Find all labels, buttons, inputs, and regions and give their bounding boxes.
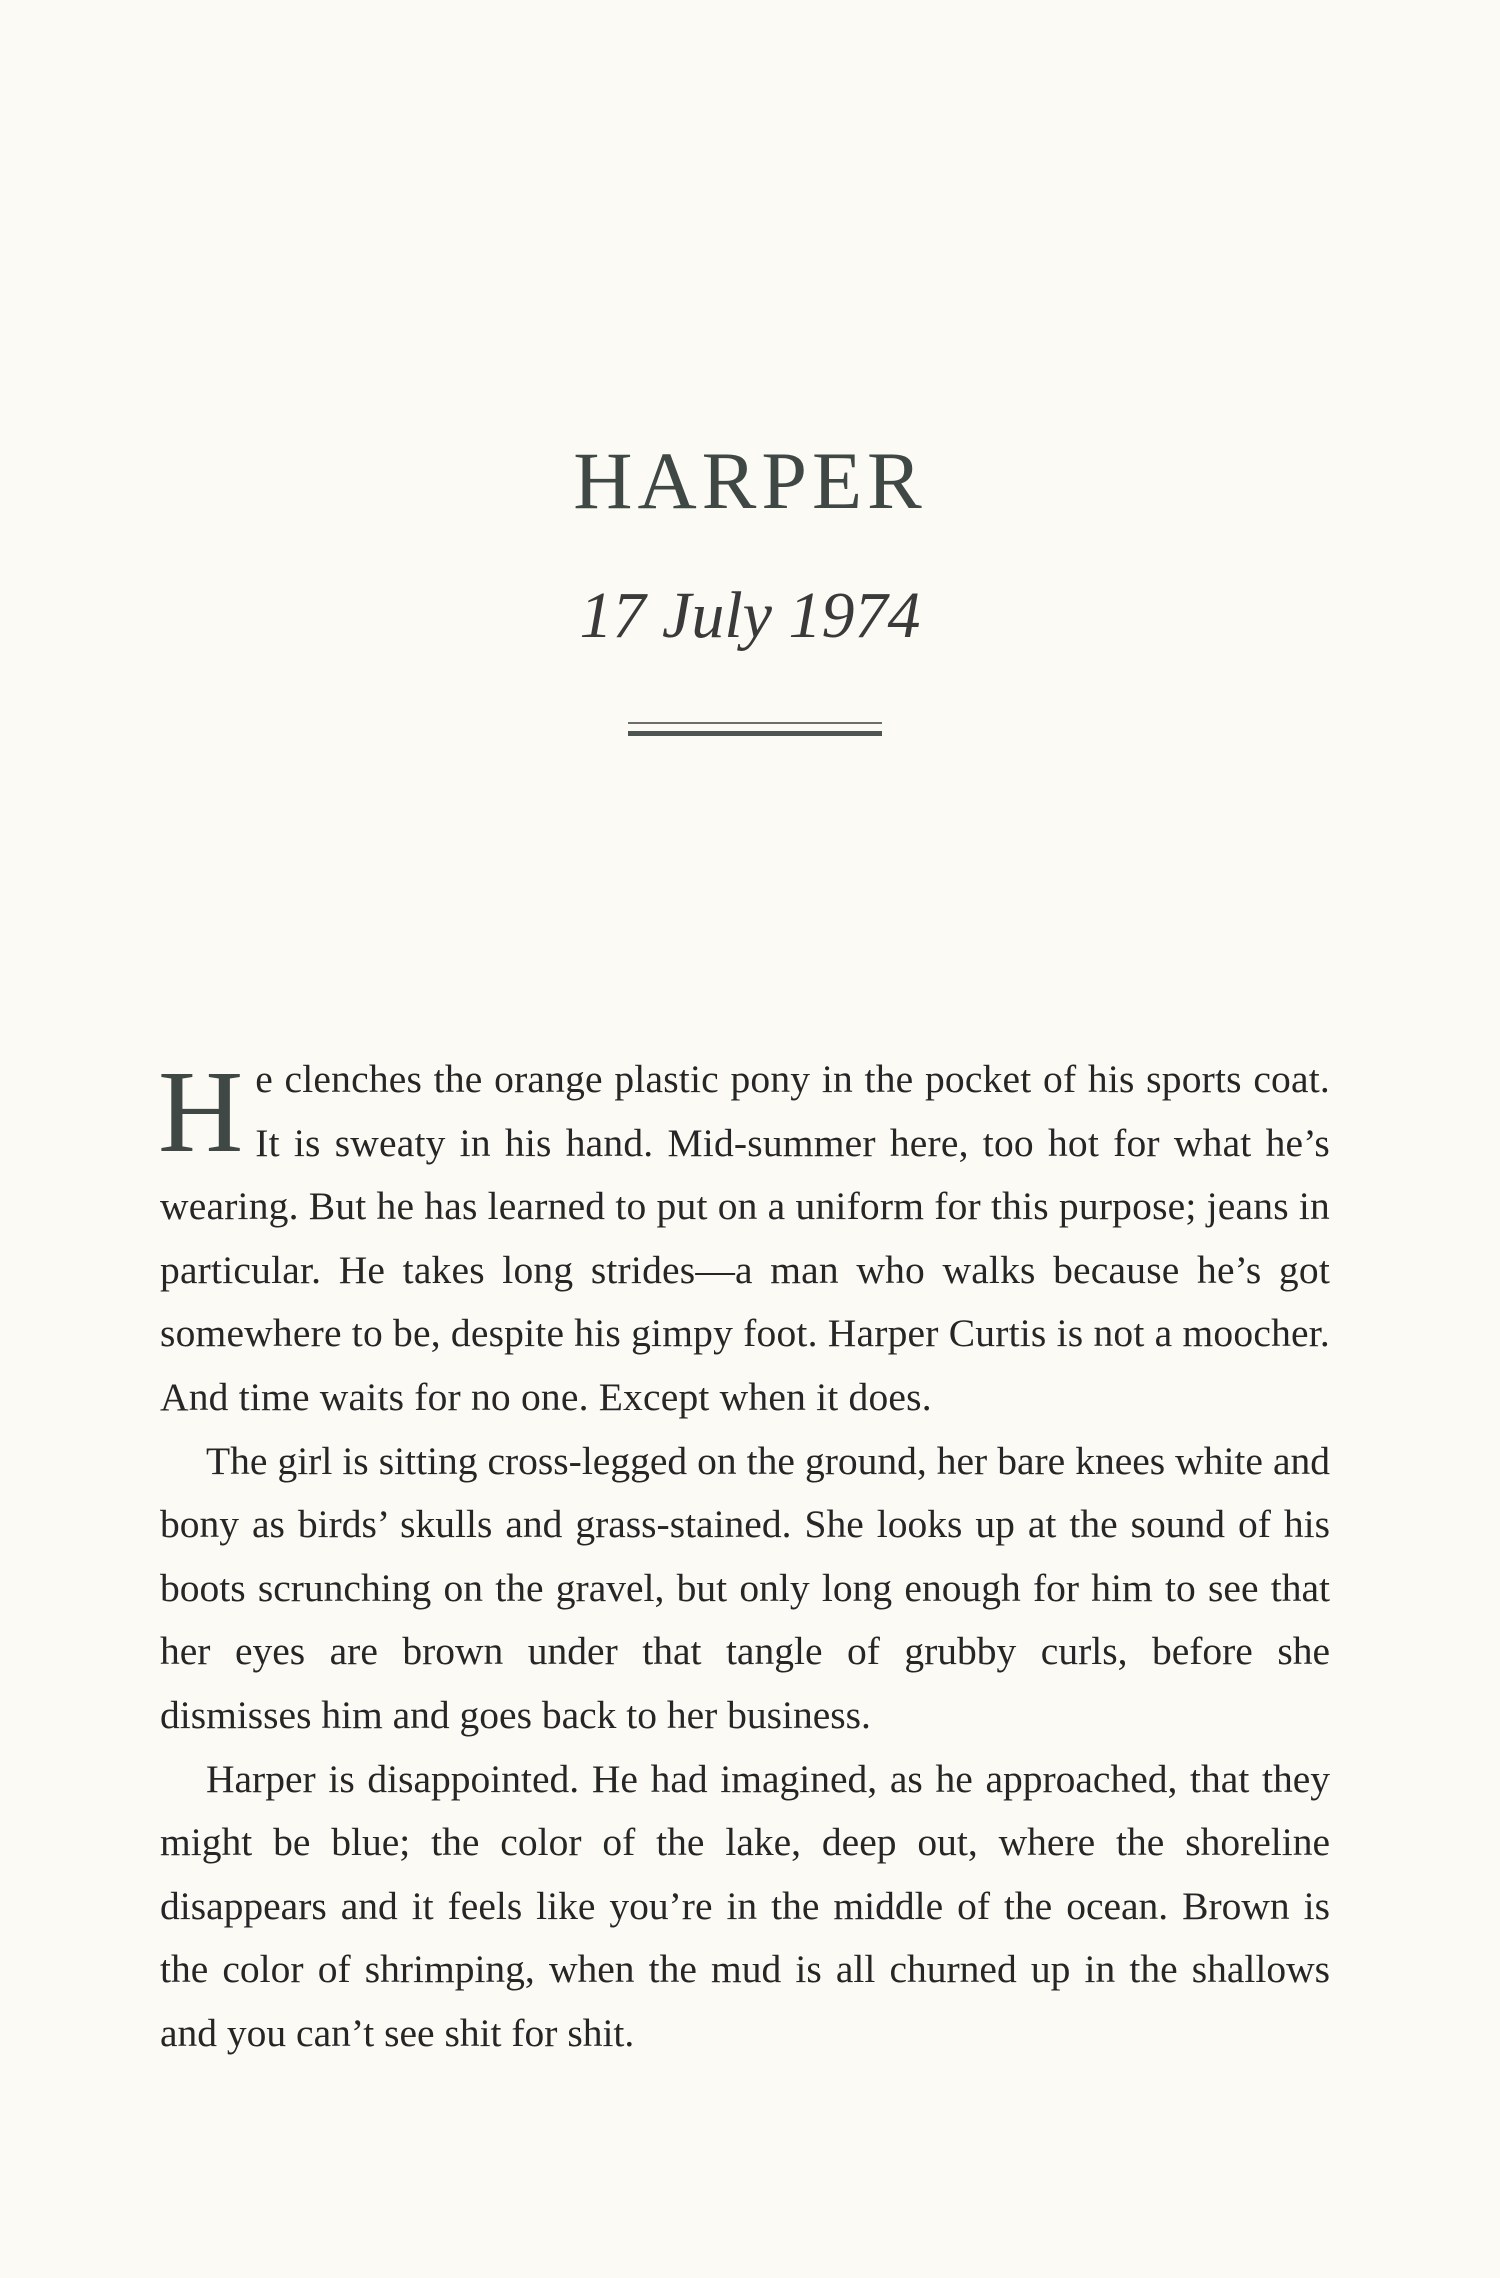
paragraph-1-text: e clenches the orange plastic pony in the pocket of his sports coat. It is sweaty in his hand. Mid-summer here, too hot for what he’s wearing. But he has learned to put on a uniform for this purpose; jeans in particular. He takes long strides—a man who walks because he’s got somewhere to be, despite his gimpy foot. Harper Curtis is not a moocher. And time waits for no one. Except when it does.: [160, 1057, 1330, 1419]
divider-thick-rule: [628, 731, 882, 736]
divider-thin-rule: [628, 722, 882, 724]
chapter-title: HARPER: [573, 435, 927, 526]
paragraph-3: Harper is disappointed. He had imagined, as he approached, that they might be blue; the color of the lake, deep out, where the shoreline disappears and it feels like you’re in the middle of the ocean. Brown is the color of shrimping, when the mud is all churned up in the shallows and you can’t see shit for shit.: [160, 1756, 1330, 2055]
chapter-date: 17 July 1974: [579, 579, 921, 652]
paragraph-2: The girl is sitting cross-legged on the ground, her bare knees white and bony as birds’ skulls and grass-stained. She looks up at the sound of his boots scrunching on the gravel, but only long enough for him to see that her eyes are brown under that tangle of grubby curls, before she dismisses him and goes back to her business.: [160, 1438, 1330, 1737]
paragraph-1: [160, 1048, 1330, 1430]
chapter-divider: [628, 722, 882, 736]
chapter-body: [160, 1048, 1330, 2066]
drop-cap: H: [158, 1046, 244, 1177]
